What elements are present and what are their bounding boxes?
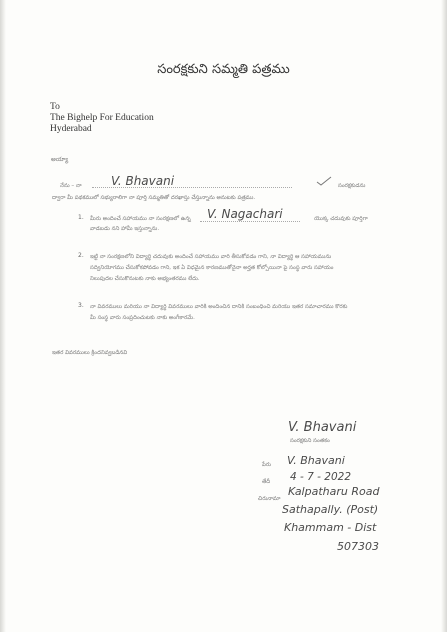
closing-line: ఇతర వివరములు క్రిందనివ్వబడినవి xyxy=(52,350,128,356)
nominee-name-handwritten: V. Nagachari xyxy=(207,207,283,221)
date-handwritten: 4 - 7 - 2022 xyxy=(290,471,352,483)
tick-mark-icon xyxy=(316,176,332,186)
addressee-city: Hyderabad xyxy=(50,124,92,134)
item-1-line-2: వాడబడు నని హామీ ఇస్తున్నాను. xyxy=(90,226,160,232)
item-1-number: 1. xyxy=(78,214,84,221)
address-label: చిరునామా xyxy=(258,496,281,502)
item-3-number: 3. xyxy=(78,302,84,309)
salutation: అయ్యా xyxy=(51,156,69,163)
item-1-prefix: మీరు అందించే సహాయము నా సంరక్షణలో ఉన్న xyxy=(90,216,191,222)
nominee-name-blank-line xyxy=(200,221,300,222)
to-line: To xyxy=(50,102,60,112)
student-name-handwritten: V. Bhavani xyxy=(111,174,175,188)
student-name-blank-line xyxy=(92,187,292,188)
addressee-organization: The Bighelp For Education xyxy=(50,113,154,123)
document-title: సంరక్షకుని సమ్మతి పత్రము xyxy=(157,62,290,77)
name-label: పేరు xyxy=(262,462,272,468)
page-left-edge-shadow xyxy=(0,0,6,632)
guardian-name-handwritten: V. Bhavani xyxy=(287,454,345,467)
page-right-edge-shadow xyxy=(441,0,447,632)
address-line-1: Kalpatharu Road xyxy=(288,485,380,498)
intro-line-2: ద్వారా మీ పథకములో సభ్యురాలిగా నా పూర్తి సమ్మతితో దరఖాస్తు చేస్తున్నాను అనుటకు పత్రము. xyxy=(52,195,256,201)
item-2-number: 2. xyxy=(78,252,84,259)
address-line-4-pincode: 507303 xyxy=(337,540,379,553)
item-2-line-2: సద్వినియోగము చేసుకోకపోవడం గాని, ఇక ఏ విధమైన కారణముతోనైనా అర్హత కోల్పోయినా పై సంస్థ వారు సహాయం xyxy=(90,265,334,271)
item-1-suffix: యొక్క చదువుకు పూర్తిగా xyxy=(314,216,368,222)
intro-prefix: నేను – నా xyxy=(60,183,82,189)
item-3-line-2: మీ సంస్థ వారు సంప్రదించుటకు నాకు అంగీకారమే. xyxy=(90,315,195,321)
item-2-line-1: ఇట్టి నా సంరక్షణలోని విద్యార్థి చదువుకు అందించే సహాయము వారి తీసుకోవడం గాని, నా విద్యార్థి ఆ సహాయమును xyxy=(90,254,332,260)
address-line-2: Sathapally. (Post) xyxy=(282,503,379,516)
address-line-3: Khammam - Dist xyxy=(284,521,377,534)
item-2-line-3: నిలుపుదల చేసుకొనుటకు నాకు అభ్యంతరము లేదు. xyxy=(90,276,200,282)
signatory-label: సంరక్షకుని సంతకం xyxy=(290,438,330,444)
item-3-line-1: నా వివరములు మరియు నా విద్యార్థి వివరములు వారికి అందించిన దానికి సంబంధించి మరియు ఇతర సమాచారము కొరకు xyxy=(90,304,348,310)
intro-suffix: సంరక్షకుడను xyxy=(338,183,366,189)
date-label: తేదీ xyxy=(262,479,271,485)
guardian-signature: V. Bhavani xyxy=(288,420,357,435)
